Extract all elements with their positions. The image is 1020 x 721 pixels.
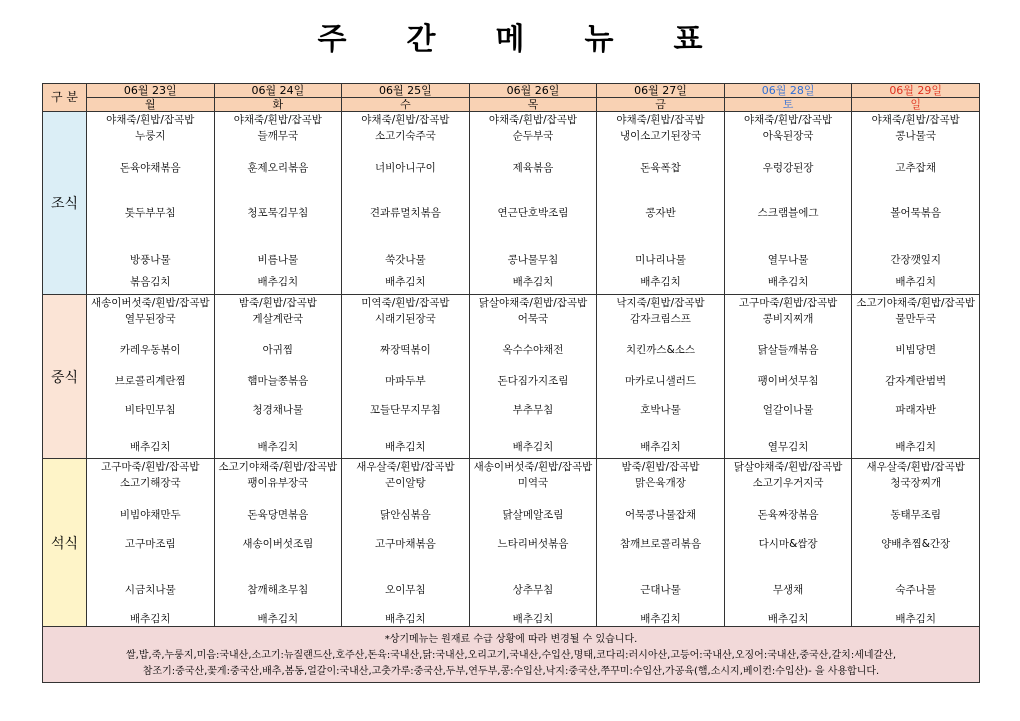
menu-item: 새송이버섯죽/흰밥/잡곡밥 (90, 297, 210, 309)
menu-item: 야채죽/흰밥/잡곡밥 (871, 114, 960, 126)
menu-item: 낙지죽/흰밥/잡곡밥 (616, 297, 705, 309)
lunch-items (342, 295, 469, 458)
menu-item: 소고기해장국 (119, 477, 181, 489)
breakfast-items (342, 112, 469, 294)
lunch-items (597, 295, 724, 458)
menu-item: 얼갈이나물 (762, 404, 814, 416)
menu-item: 콩비지찌개 (762, 313, 814, 325)
menu-item: 호박나물 (640, 404, 681, 416)
menu-item: 숙주나물 (895, 584, 936, 596)
menu-item: 청국장찌개 (890, 477, 942, 489)
menu-item: 상추무침 (512, 584, 554, 596)
menu-item: 야채죽/흰밥/잡곡밥 (233, 114, 322, 126)
menu-item: 배추김치 (512, 441, 554, 453)
lunch-row (43, 295, 980, 459)
breakfast-items (597, 112, 724, 294)
menu-item: 카레우동볶이 (119, 344, 181, 356)
menu-item: 청경채나물 (252, 404, 304, 416)
dinner-items (87, 459, 214, 626)
menu-item: 감자계란범벅 (885, 375, 947, 387)
menu-item: 훈제오리볶음 (247, 162, 309, 174)
menu-item: 볶음김치 (129, 276, 171, 288)
menu-item: 배추김치 (895, 613, 936, 625)
menu-item: 감자크림스프 (630, 313, 691, 325)
menu-item: 견과류멸치볶음 (369, 207, 441, 219)
menu-item: 마파두부 (385, 375, 426, 387)
dinner-day-cell (597, 459, 725, 627)
menu-item: 어묵국 (517, 313, 549, 325)
menu-item: 콩자반 (645, 207, 676, 219)
day-date: 06월 24일 (214, 84, 342, 98)
menu-item: 닭살야채죽/흰밥/잡곡밥 (478, 297, 588, 309)
day-date-saturday: 06월 28일 (724, 84, 852, 98)
breakfast-day-cell (469, 112, 597, 295)
menu-item: 미나리나물 (635, 254, 686, 266)
menu-item: 옥수수야채전 (502, 344, 564, 356)
menu-item: 돈육야채볶음 (119, 162, 181, 174)
menu-item: 연근단호박조림 (497, 207, 569, 219)
title-char: 간 (406, 22, 436, 57)
menu-item: 새송이버섯조림 (242, 538, 314, 550)
menu-item: 배추김치 (385, 441, 426, 453)
menu-item: 야채죽/흰밥/잡곡밥 (361, 114, 450, 126)
menu-item: 배추김치 (767, 613, 809, 625)
breakfast-items (852, 112, 979, 294)
day-date: 06월 26일 (469, 84, 597, 98)
lunch-items (215, 295, 342, 458)
menu-item: 고구마조림 (124, 538, 176, 550)
menu-item: 시래기된장국 (374, 313, 436, 325)
lunch-items (470, 295, 597, 458)
dinner-items (470, 459, 597, 626)
breakfast-day-cell (724, 112, 852, 295)
menu-item: 소고기숙주국 (374, 130, 436, 142)
lunch-day-cell (214, 295, 342, 459)
menu-item: 배추김치 (640, 441, 681, 453)
menu-item: 고구마죽/흰밥/잡곡밥 (738, 297, 838, 309)
breakfast-items (470, 112, 597, 294)
menu-item: 들깨무국 (257, 130, 299, 142)
menu-item: 닭살야채죽/흰밥/잡곡밥 (733, 461, 843, 473)
menu-item: 어묵콩나물잡채 (625, 509, 697, 521)
dinner-day-cell (342, 459, 470, 627)
menu-item: 배추김치 (385, 613, 426, 625)
menu-item: 닭살들깨볶음 (757, 344, 819, 356)
menu-item: 미역국 (517, 477, 549, 489)
dinner-label: 석식 (43, 459, 87, 627)
menu-item: 아귀찜 (262, 344, 294, 356)
day-date: 06월 23일 (87, 84, 215, 98)
menu-item: 물만두국 (895, 313, 936, 325)
menu-item: 곤이알탕 (385, 477, 426, 489)
menu-item: 콩나물국 (895, 130, 936, 142)
dinner-items (852, 459, 979, 626)
day-date: 06월 25일 (342, 84, 470, 98)
lunch-day-cell (852, 295, 980, 459)
breakfast-day-cell (597, 112, 725, 295)
menu-item: 시금치나물 (124, 584, 176, 596)
menu-item: 제육볶음 (512, 162, 554, 174)
menu-item: 쑥갓나물 (385, 254, 426, 266)
menu-item: 배추김치 (767, 276, 809, 288)
menu-item: 참깨해초무침 (247, 584, 309, 596)
title-char: 표 (673, 22, 703, 57)
menu-item: 아욱된장국 (762, 130, 814, 142)
menu-item: 양배추찜&간장 (881, 538, 951, 550)
menu-item: 맑은육개장 (635, 477, 686, 489)
menu-item: 꼬들단무지무침 (369, 404, 441, 416)
menu-item: 배추김치 (257, 276, 299, 288)
lunch-items (852, 295, 979, 458)
day-weekday: 화 (214, 98, 342, 112)
day-date-sunday: 06월 29일 (852, 84, 980, 98)
menu-item: 닭안심볶음 (380, 509, 431, 521)
menu-item: 새우살죽/흰밥/잡곡밥 (866, 461, 965, 473)
header-weekday-row (43, 98, 980, 112)
menu-item: 배추김치 (640, 613, 681, 625)
menu-item: 브로콜리계란찜 (114, 375, 186, 387)
menu-item: 간장깻잎지 (890, 254, 942, 266)
menu-item: 비름나물 (257, 254, 299, 266)
menu-item: 소고기우거지국 (752, 477, 824, 489)
day-weekday: 금 (597, 98, 725, 112)
menu-item: 우렁강된장 (762, 162, 814, 174)
menu-item: 비빔당면 (895, 344, 936, 356)
menu-item: 비타민무침 (124, 404, 176, 416)
menu-item: 배추김치 (257, 613, 299, 625)
menu-item: 참깨브로콜리볶음 (619, 538, 702, 550)
menu-item: 게살계란국 (252, 313, 304, 325)
menu-item: 느타리버섯볶음 (497, 538, 569, 550)
menu-item: 고구마채볶음 (374, 538, 436, 550)
menu-item: 콩나물무침 (507, 254, 559, 266)
menu-item: 야채죽/흰밥/잡곡밥 (743, 114, 833, 126)
title-char: 뉴 (584, 22, 614, 57)
menu-item: 다시마&쌈장 (758, 538, 818, 550)
menu-item: 야채죽/흰밥/잡곡밥 (106, 114, 195, 126)
menu-item: 청포묵김무침 (247, 207, 309, 219)
menu-item: 배추김치 (640, 276, 681, 288)
menu-item: 치킨까스&소스 (626, 344, 696, 356)
breakfast-items (725, 112, 852, 294)
menu-item: 새송이버섯죽/흰밥/잡곡밥 (473, 461, 593, 473)
menu-item: 새우살죽/흰밥/잡곡밥 (356, 461, 455, 473)
dinner-day-cell (214, 459, 342, 627)
breakfast-day-cell (342, 112, 470, 295)
day-date: 06월 27일 (597, 84, 725, 98)
dinner-day-cell (87, 459, 215, 627)
breakfast-day-cell (852, 112, 980, 295)
dinner-items (342, 459, 469, 626)
menu-item: 볼어묵볶음 (890, 207, 942, 219)
menu-item: 배추김치 (129, 441, 171, 453)
page-title (0, 14, 1020, 60)
menu-item: 햄마늘쫑볶음 (247, 375, 309, 387)
menu-item: 근대나물 (640, 584, 681, 596)
menu-item: 야채죽/흰밥/잡곡밥 (616, 114, 705, 126)
menu-item: 짜장떡볶이 (380, 344, 431, 356)
menu-item: 배추김치 (512, 276, 554, 288)
dinner-day-cell (469, 459, 597, 627)
day-weekday-saturday: 토 (724, 98, 852, 112)
menu-item: 스크램블에그 (757, 207, 819, 219)
menu-item: 배추김치 (895, 441, 936, 453)
menu-item: 돈육당면볶음 (247, 509, 309, 521)
header-date-row (43, 84, 980, 98)
menu-item: 배추김치 (895, 276, 936, 288)
menu-item: 너비아니구이 (374, 162, 436, 174)
menu-item: 부추무침 (512, 404, 554, 416)
menu-item: 배추김치 (385, 276, 426, 288)
menu-item: 파래자반 (895, 404, 936, 416)
menu-item: 오이무침 (385, 584, 426, 596)
day-weekday: 수 (342, 98, 470, 112)
menu-item: 돈육폭찹 (640, 162, 681, 174)
menu-item: 톳두부무침 (124, 207, 176, 219)
menu-item: 열무김치 (767, 441, 809, 453)
lunch-day-cell (597, 295, 725, 459)
dinner-items (215, 459, 342, 626)
breakfast-day-cell (87, 112, 215, 295)
menu-item: 밤죽/흰밥/잡곡밥 (621, 461, 700, 473)
menu-item: 열무된장국 (124, 313, 176, 325)
dinner-items (597, 459, 724, 626)
menu-item: 배추김치 (257, 441, 299, 453)
menu-item: 돈다짐가지조림 (497, 375, 569, 387)
footer-row (43, 627, 980, 683)
menu-item: 돈육짜장볶음 (757, 509, 819, 521)
menu-item: 배추김치 (129, 613, 171, 625)
dinner-row (43, 459, 980, 627)
menu-item: 닭살메알조림 (502, 509, 564, 521)
breakfast-row (43, 112, 980, 295)
lunch-day-cell (469, 295, 597, 459)
menu-item: 소고기야채죽/흰밥/잡곡밥 (856, 297, 976, 309)
lunch-items (87, 295, 214, 458)
menu-item: 무생채 (772, 584, 804, 596)
menu-item: 고추잡채 (895, 162, 936, 174)
menu-item: 소고기야채죽/흰밥/잡곡밥 (218, 461, 338, 473)
title-char: 메 (495, 22, 525, 57)
day-weekday: 목 (469, 98, 597, 112)
footer-notice (43, 627, 980, 683)
breakfast-label: 조식 (43, 112, 87, 295)
lunch-day-cell (342, 295, 470, 459)
lunch-day-cell (87, 295, 215, 459)
day-weekday-sunday: 일 (852, 98, 980, 112)
menu-item: 누룽지 (135, 130, 166, 142)
breakfast-day-cell (214, 112, 342, 295)
menu-item: 팽이유부장국 (247, 477, 309, 489)
dinner-items (725, 459, 852, 626)
weekly-menu-table (42, 83, 980, 683)
menu-item: 냉이소고기된장국 (619, 130, 702, 142)
footer-line-change-notice: *상기메뉴는 원재료 수급 상황에 따라 변경될 수 있습니다. (384, 634, 638, 645)
menu-item: 고구마죽/흰밥/잡곡밥 (101, 461, 200, 473)
breakfast-items (215, 112, 342, 294)
menu-item: 야채죽/흰밥/잡곡밥 (488, 114, 578, 126)
title-char: 주 (317, 22, 347, 57)
menu-item: 팽이버섯무침 (757, 375, 819, 387)
dinner-day-cell (852, 459, 980, 627)
lunch-items (725, 295, 852, 458)
menu-item: 미역죽/흰밥/잡곡밥 (361, 297, 450, 309)
menu-item: 방풍나물 (129, 254, 171, 266)
day-weekday: 월 (87, 98, 215, 112)
footer-line-origin-1: 쌀,밥,죽,누룽지,미음:국내산,소고기:뉴질랜드산,호주산,돈육:국내산,닭:국내산,오리고기,국내산,수입산,명태,코다리:러시아산,고등어:국내산,오징어:국내산,중국산,갈치:세네갈산, (125, 650, 897, 661)
menu-item: 순두부국 (512, 130, 554, 142)
menu-item: 배추김치 (512, 613, 554, 625)
lunch-label: 중식 (43, 295, 87, 459)
lunch-day-cell (724, 295, 852, 459)
gubun-label: 구 분 (43, 84, 87, 112)
menu-item: 열무나물 (767, 254, 809, 266)
footer-line-origin-2: 참조기:중국산,꽃게:중국산,배추,봄동,얼갈이:국내산,고춧가루:중국산,두부,연두부,콩:수입산,낙지:중국산,쭈꾸미:수입산,가공육(햄,소시지,베이컨:수입산)- 을 사용합니다. (142, 666, 880, 677)
menu-item: 밤죽/흰밥/잡곡밥 (238, 297, 317, 309)
dinner-day-cell (724, 459, 852, 627)
menu-item: 동태무조림 (890, 509, 942, 521)
breakfast-items (87, 112, 214, 294)
menu-item: 마카로니샐러드 (625, 375, 697, 387)
menu-item: 비빔야채만두 (119, 509, 181, 521)
